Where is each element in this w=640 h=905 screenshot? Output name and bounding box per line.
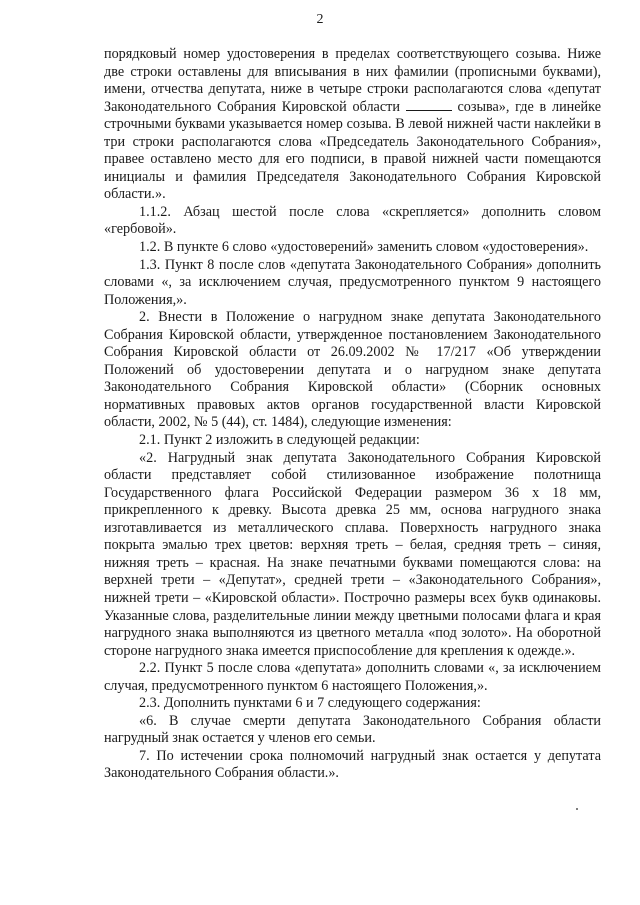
paragraph-2: 2. Внести в Положение о нагрудном знаке депутата Законодательного Собрания Кировской области, утвержденное постановлением Законодательного Собрания Кировской области от 26.09.2002 № 17/217 «Об утверждении Положений об удостоверении депутата и о нагрудном знаке депутата Законодательного Собрания Кировской области» (Сборник основных нормативных правовых актов органов государственной власти Кировской области, 2002, № 5 (44), ст. 1484), следующие изменения:	[104, 309, 601, 431]
paragraph-2-1-quote: «2. Нагрудный знак депутата Законодательного Собрания Кировской области представляет собой стилизованное изображение полотнища Государственного флага Российской Федерации размером 36 х 18 мм, прикрепленного к древку. Высота древка 25 мм, основа нагрудного знака изготавливается из металлического сплава. Поверхность нагрудного знака покрыта эмалью трех цветов: верхняя треть – белая, средняя треть – синяя, нижняя треть – красная. На знаке печатными буквами помещаются слова: на верхней трети – «Депутат», средней трети – «Законодательного Собрания», нижней трети – «Кировской области». Построчно размеры всех букв одинаковы. Указанные слова, разделительные линии между цветными полосами флага и края нагрудного знака выполняются из цветного металла «под золото». На оборотной стороне нагрудного знака имеется приспособление для крепления к одежде.».	[104, 449, 601, 659]
paragraph-continuation-text-start: порядковый номер удостоверения в пределах соответствующего созыва. Ниже две строки оставлены для вписывания в них фамилии (прописными буквами), имени, отчества депутата, ниже в четыре строки располагаются слова «депутат Законодательного Собрания Кировской области	[104, 46, 601, 115]
scan-speck	[576, 808, 578, 810]
paragraph-2-3-item-7: 7. По истечении срока полномочий нагрудный знак остается у депутата Законодательного Собрания области.».	[104, 747, 601, 782]
paragraph-2-3: 2.3. Дополнить пунктами 6 и 7 следующего содержания:	[139, 695, 481, 712]
page-number: 2	[316, 12, 324, 27]
paragraph-continuation	[104, 46, 601, 204]
paragraph-2-1: 2.1. Пункт 2 изложить в следующей редакции:	[139, 432, 420, 449]
paragraph-continuation-text-end: созыва», где в линейке строчными буквами указывается номер созыва. В левой нижней части наклейки в три строки располагаются слова «Председатель Законодательного Собрания», правее оставлено место для его подписи, в правой нижней части помещаются инициалы и фамилия Председателя Законодательного Собрания Кировской области.».	[104, 98, 601, 203]
paragraph-1-3: 1.3. Пункт 8 после слов «депутата Законодательного Собрания» дополнить словами «, за исключением случая, предусмотренного пунктом 9 настоящего Положения,».	[104, 256, 601, 308]
paragraph-2-3-item-6: «6. В случае смерти депутата Законодательного Собрания области нагрудный знак остается у членов его семьи.	[104, 712, 601, 747]
paragraph-1-1-2: 1.1.2. Абзац шестой после слова «скрепляется» дополнить словом «гербовой».	[104, 203, 601, 238]
blank-line	[406, 99, 452, 111]
paragraph-1-2: 1.2. В пункте 6 слово «удостоверений» заменить словом «удостоверения».	[139, 239, 589, 256]
paragraph-2-2: 2.2. Пункт 5 после слова «депутата» дополнить словами «, за исключением случая, предусмотренного пунктом 6 настоящего Положения,».	[104, 660, 601, 694]
document-body	[104, 46, 601, 783]
